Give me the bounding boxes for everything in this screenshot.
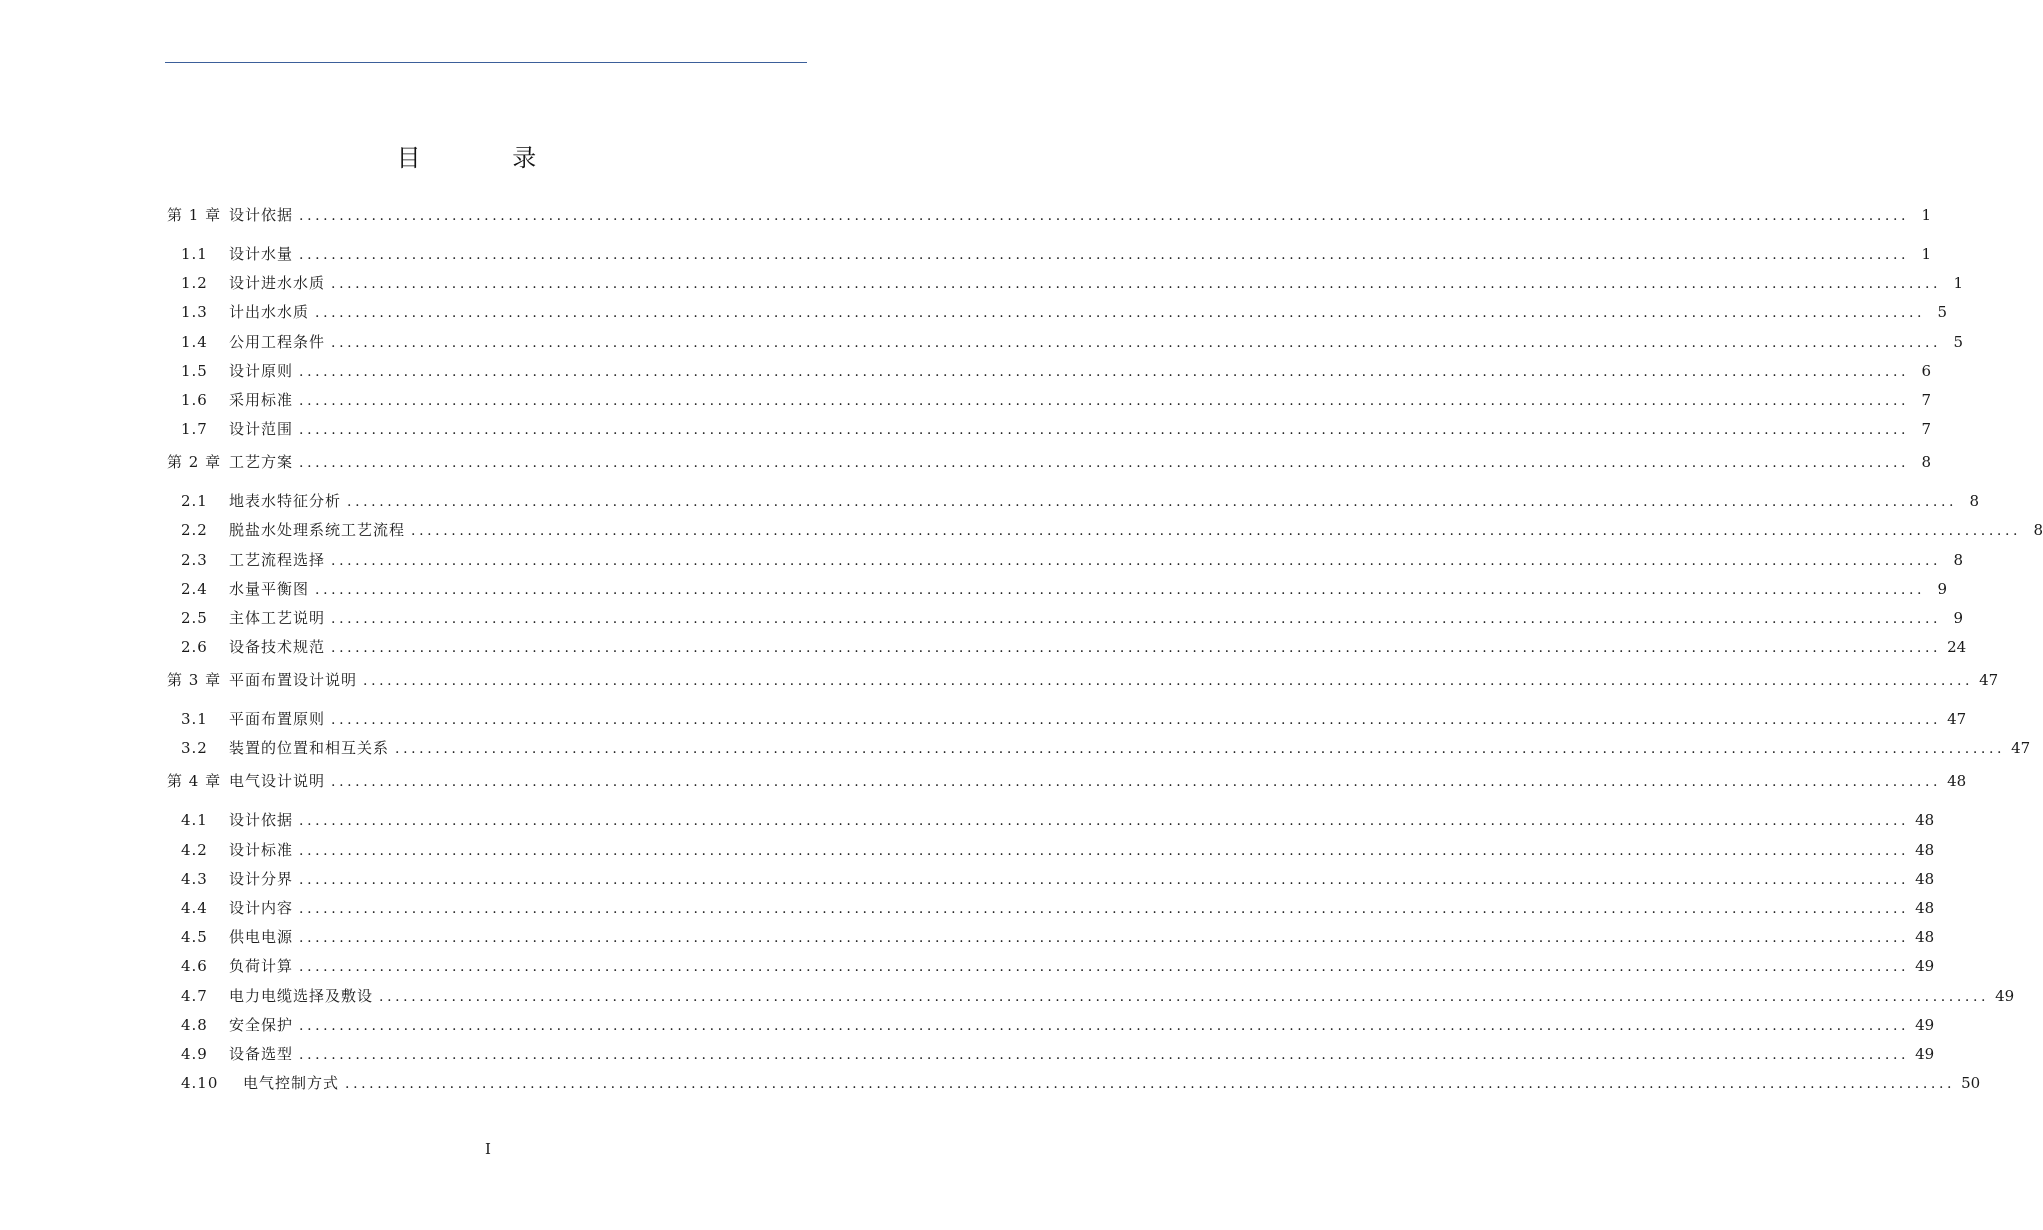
toc-entry-label: 平面布置原则 xyxy=(229,710,326,728)
dot-leader: ........................................................................................................................................................................................................ xyxy=(299,813,1910,829)
dot-leader: ........................................................................................................................................................................................................ xyxy=(299,843,1910,859)
toc-section-entry[interactable] xyxy=(181,1043,1935,1065)
dot-leader: ........................................................................................................................................................................................................ xyxy=(299,901,1910,917)
toc-entry-label: 电气控制方式 xyxy=(243,1074,340,1092)
dot-leader: ........................................................................................................................................................................................................ xyxy=(299,872,1910,888)
toc-entry-page: 48 xyxy=(1915,899,1935,917)
toc-entry-page: 49 xyxy=(1995,987,2015,1005)
toc-entry-number: 4.1 xyxy=(181,811,208,829)
dot-leader: ........................................................................................................................................................................................................ xyxy=(395,741,2006,757)
toc-entry-number: 2.2 xyxy=(181,521,208,539)
toc-entry-page: 1 xyxy=(1953,274,1964,292)
toc-section-entry[interactable] xyxy=(181,607,1964,629)
toc-entry-number: 4.9 xyxy=(181,1045,208,1063)
toc-entry-label: 设计分界 xyxy=(229,870,294,888)
dot-leader: ........................................................................................................................................................................................................ xyxy=(331,712,1942,728)
toc-entry-page: 49 xyxy=(1915,957,1935,975)
dot-leader: ........................................................................................................................................................................................................ xyxy=(331,335,1942,351)
toc-entry-number: 4.5 xyxy=(181,928,208,946)
toc-entry-number: 4.3 xyxy=(181,870,208,888)
toc-section-entry[interactable] xyxy=(181,809,1935,831)
toc-entry-number: 4.10 xyxy=(181,1074,219,1092)
toc-entry-page: 6 xyxy=(1921,362,1932,380)
toc-entry-page: 47 xyxy=(1979,671,1999,689)
toc-entry-label: 脱盐水处理系统工艺流程 xyxy=(229,521,406,539)
dot-leader: ........................................................................................................................................................................................................ xyxy=(331,553,1942,569)
toc-entry-label: 主体工艺说明 xyxy=(229,609,326,627)
toc-section-entry[interactable] xyxy=(181,708,1967,730)
toc-section-entry[interactable] xyxy=(181,1072,1981,1094)
toc-entry-page: 9 xyxy=(1953,609,1964,627)
toc-entry-page: 5 xyxy=(1953,333,1964,351)
toc-entry-label: 设计范围 xyxy=(229,420,294,438)
toc-entry-page: 48 xyxy=(1915,870,1935,888)
toc-entry-label: 设备选型 xyxy=(229,1045,294,1063)
toc-entry-number: 1.3 xyxy=(181,303,208,321)
dot-leader: ........................................................................................................................................................................................................ xyxy=(299,959,1910,975)
toc-section-entry[interactable] xyxy=(181,549,1964,571)
toc-entry-page: 7 xyxy=(1921,391,1932,409)
toc-entry-page: 8 xyxy=(1969,492,1980,510)
toc-entry-page: 1 xyxy=(1921,245,1932,263)
dot-leader: ........................................................................................................................................................................................................ xyxy=(411,523,2022,539)
toc-entry-label: 采用标准 xyxy=(229,391,294,409)
toc-title: 目 录 xyxy=(396,144,579,172)
toc-entry-number: 2.6 xyxy=(181,638,208,656)
toc-chapter-entry[interactable] xyxy=(167,204,1932,226)
toc-entry-number: 2.5 xyxy=(181,609,208,627)
toc-entry-label: 水量平衡图 xyxy=(229,580,310,598)
toc-entry-label: 电力电缆选择及敷设 xyxy=(229,987,374,1005)
toc-section-entry[interactable] xyxy=(181,272,1964,294)
toc-entry-page: 5 xyxy=(1937,303,1948,321)
toc-entry-number: 1.1 xyxy=(181,245,208,263)
toc-entry-page: 9 xyxy=(1937,580,1948,598)
toc-entry-label: 设计依据 xyxy=(229,811,294,829)
toc-entry-label: 装置的位置和相互关系 xyxy=(229,739,390,757)
dot-leader: ........................................................................................................................................................................................................ xyxy=(315,582,1926,598)
toc-entry-number: 1.2 xyxy=(181,274,208,292)
toc-entry-label: 设计标准 xyxy=(229,841,294,859)
dot-leader: ........................................................................................................................................................................................................ xyxy=(299,364,1910,380)
toc-entry-number: 4.6 xyxy=(181,957,208,975)
toc-entry-label: 设备技术规范 xyxy=(229,638,326,656)
toc-entry-page: 50 xyxy=(1961,1074,1981,1092)
toc-section-entry[interactable] xyxy=(181,868,1935,890)
toc-chapter-entry[interactable] xyxy=(167,770,1967,792)
toc-entry-label: 工艺流程选择 xyxy=(229,551,326,569)
dot-leader: ........................................................................................................................................................................................................ xyxy=(299,1047,1910,1063)
dot-leader: ........................................................................................................................................................................................................ xyxy=(315,305,1926,321)
dot-leader: ........................................................................................................................................................................................................ xyxy=(379,989,1990,1005)
dot-leader: ........................................................................................................................................................................................................ xyxy=(299,393,1910,409)
toc-entry-page: 1 xyxy=(1921,206,1932,224)
dot-leader: ........................................................................................................................................................................................................ xyxy=(299,930,1910,946)
toc-section-entry[interactable] xyxy=(181,897,1935,919)
toc-section-entry[interactable] xyxy=(181,578,1948,600)
toc-entry-number: 1.4 xyxy=(181,333,208,351)
toc-section-entry[interactable] xyxy=(181,985,2015,1007)
toc-entry-label: 设计依据 xyxy=(229,206,294,224)
toc-entry-page: 48 xyxy=(1915,928,1935,946)
dot-leader: ........................................................................................................................................................................................................ xyxy=(299,208,1910,224)
toc-entry-label: 负荷计算 xyxy=(229,957,294,975)
toc-section-entry[interactable] xyxy=(181,490,1980,512)
toc-entry-page: 49 xyxy=(1915,1045,1935,1063)
toc-entry-number: 1.5 xyxy=(181,362,208,380)
toc-entry-page: 47 xyxy=(2011,739,2031,757)
toc-entry-number: 3.1 xyxy=(181,710,208,728)
toc-section-entry[interactable] xyxy=(181,331,1964,353)
toc-entry-label: 设计原则 xyxy=(229,362,294,380)
toc-entry-page: 48 xyxy=(1947,772,1967,790)
toc-entry-number: 4.4 xyxy=(181,899,208,917)
toc-section-entry[interactable] xyxy=(181,839,1935,861)
dot-leader: ........................................................................................................................................................................................................ xyxy=(331,611,1942,627)
toc-entry-number: 2.1 xyxy=(181,492,208,510)
dot-leader: ........................................................................................................................................................................................................ xyxy=(299,422,1910,438)
toc-entry-number: 4.8 xyxy=(181,1016,208,1034)
toc-entry-label: 设计水量 xyxy=(229,245,294,263)
toc-section-entry[interactable] xyxy=(181,243,1932,265)
dot-leader: ........................................................................................................................................................................................................ xyxy=(363,673,1974,689)
toc-entry-page: 8 xyxy=(1953,551,1964,569)
toc-entry-label: 设计进水水质 xyxy=(229,274,326,292)
toc-section-entry[interactable] xyxy=(181,1014,1935,1036)
toc-section-entry[interactable] xyxy=(181,418,1932,440)
toc-entry-number: 1.6 xyxy=(181,391,208,409)
dot-leader: ........................................................................................................................................................................................................ xyxy=(299,1018,1910,1034)
dot-leader: ........................................................................................................................................................................................................ xyxy=(347,494,1958,510)
toc-entry-number: 1.7 xyxy=(181,420,208,438)
toc-entry-page: 48 xyxy=(1915,841,1935,859)
toc-entry-number: 2.4 xyxy=(181,580,208,598)
toc-entry-page: 47 xyxy=(1947,710,1967,728)
toc-section-entry[interactable] xyxy=(181,737,2031,759)
dot-leader: ........................................................................................................................................................................................................ xyxy=(331,276,1942,292)
toc-section-entry[interactable] xyxy=(181,636,1967,658)
dot-leader: ........................................................................................................................................................................................................ xyxy=(299,247,1910,263)
toc-entry-label: 供电电源 xyxy=(229,928,294,946)
header-rule xyxy=(165,62,807,63)
toc-section-entry[interactable] xyxy=(181,926,1935,948)
toc-entry-number: 4.2 xyxy=(181,841,208,859)
toc-entry-number: 第 3 章 xyxy=(167,671,222,689)
toc-chapter-entry[interactable] xyxy=(167,451,1932,473)
dot-leader: ........................................................................................................................................................................................................ xyxy=(299,455,1910,471)
toc-entry-page: 8 xyxy=(2033,521,2043,539)
toc-entry-number: 4.7 xyxy=(181,987,208,1005)
dot-leader: ........................................................................................................................................................................................................ xyxy=(331,774,1942,790)
toc-entry-page: 8 xyxy=(1921,453,1932,471)
toc-section-entry[interactable] xyxy=(181,360,1932,382)
toc-entry-page: 24 xyxy=(1947,638,1967,656)
toc-section-entry[interactable] xyxy=(181,301,1948,323)
toc-entry-label: 设计内容 xyxy=(229,899,294,917)
toc-entry-label: 公用工程条件 xyxy=(229,333,326,351)
toc-entry-number: 3.2 xyxy=(181,739,208,757)
toc-section-entry[interactable] xyxy=(181,389,1932,411)
toc-entry-label: 计出水水质 xyxy=(229,303,310,321)
toc-entry-page: 49 xyxy=(1915,1016,1935,1034)
toc-section-entry[interactable] xyxy=(181,519,2043,541)
toc-entry-label: 电气设计说明 xyxy=(229,772,326,790)
dot-leader: ........................................................................................................................................................................................................ xyxy=(331,640,1942,656)
dot-leader: ........................................................................................................................................................................................................ xyxy=(345,1076,1956,1092)
toc-entry-page: 7 xyxy=(1921,420,1932,438)
toc-entry-label: 工艺方案 xyxy=(229,453,294,471)
footer-page-number: I xyxy=(485,1140,491,1158)
toc-entry-page: 48 xyxy=(1915,811,1935,829)
toc-entry-label: 地表水特征分析 xyxy=(229,492,342,510)
toc-entry-number: 第 4 章 xyxy=(167,772,222,790)
toc-entry-number: 2.3 xyxy=(181,551,208,569)
toc-chapter-entry[interactable] xyxy=(167,669,1999,691)
toc-section-entry[interactable] xyxy=(181,955,1935,977)
toc-entry-number: 第 2 章 xyxy=(167,453,222,471)
toc-entry-label: 安全保护 xyxy=(229,1016,294,1034)
toc-entry-label: 平面布置设计说明 xyxy=(229,671,358,689)
toc-entry-number: 第 1 章 xyxy=(167,206,222,224)
